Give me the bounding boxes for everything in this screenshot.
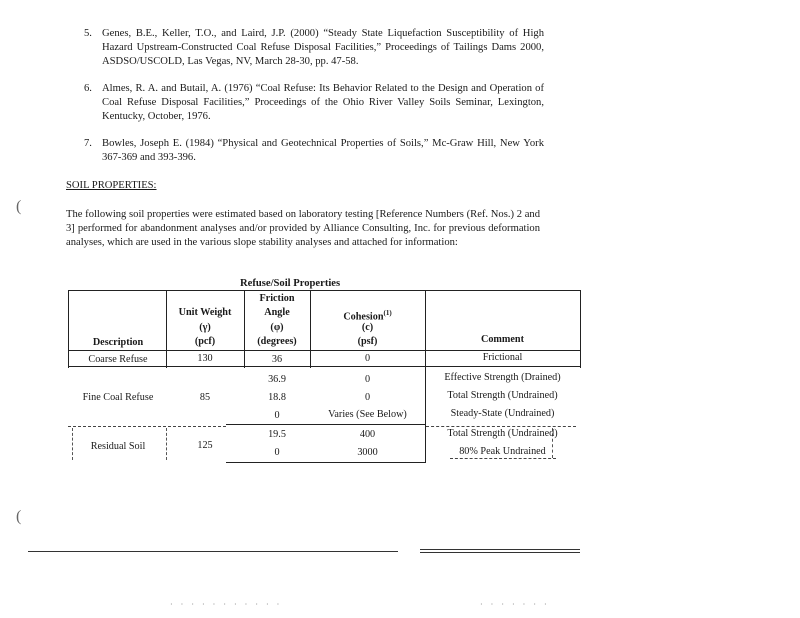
cell-comment: Frictional xyxy=(482,352,523,363)
header-unit-weight-symbol: (γ) xyxy=(199,322,211,333)
table-header-rule xyxy=(68,350,580,351)
header-comment: Comment xyxy=(480,334,524,345)
reference-text: Bowles, Joseph E. (1984) “Physical and Geotechnical Properties of Soils,” Mc-Graw Hill, New York 367-369 and 393-396. xyxy=(102,138,544,163)
cell-description: Coarse Refuse xyxy=(88,354,148,365)
header-cohesion-note: (1) xyxy=(383,309,392,317)
cell-friction: 36 xyxy=(271,354,283,365)
table-column-rule xyxy=(68,290,69,368)
reference-number: 6. xyxy=(84,83,92,94)
cell-comment: Total Strength (Undrained) xyxy=(447,428,558,439)
header-cohesion xyxy=(310,307,425,323)
reference-item xyxy=(84,27,544,69)
cell-friction: 0 xyxy=(274,410,280,421)
table-caption: Refuse/Soil Properties xyxy=(240,278,341,289)
scan-noise: · · · · · · · xyxy=(480,600,550,609)
header-description: Description xyxy=(92,337,144,348)
table-row-rule xyxy=(68,426,226,427)
cell-cohesion: 0 xyxy=(364,353,371,364)
cell-cohesion: 0 xyxy=(364,374,371,385)
punch-hole-mark: ( xyxy=(16,198,22,215)
cell-friction: 0 xyxy=(274,447,280,458)
table-row-rule xyxy=(426,426,576,427)
cell-unit-weight: 85 xyxy=(199,392,211,403)
reference-text: Almes, R. A. and Butail, A. (1976) “Coal Refuse: Its Behavior Related to the Design and Operation of Coal Refuse Disposal Facilities,” Proceedings of the Ohio River Valley Soils Seminar, Lexington, Kentucky, October, 1976. xyxy=(102,83,544,122)
header-cohesion-symbol: (c) xyxy=(361,322,374,333)
table-column-rule xyxy=(580,290,581,368)
header-cohesion-label: Cohesion xyxy=(343,311,384,323)
cell-friction: 19.5 xyxy=(268,429,286,440)
table-row-rule xyxy=(450,458,556,459)
footer-rule xyxy=(28,551,398,552)
cell-description: Fine Coal Refuse xyxy=(82,392,154,403)
reference-item xyxy=(84,82,544,124)
cell-unit-weight: 125 xyxy=(197,440,213,451)
footer-rule xyxy=(420,549,580,550)
table-row-rule xyxy=(68,366,580,367)
header-friction-unit: (degrees) xyxy=(257,336,297,347)
header-friction: Friction xyxy=(259,293,295,304)
cell-comment: Effective Strength (Drained) xyxy=(444,372,561,383)
reference-number: 5. xyxy=(84,28,92,39)
cell-cohesion: 0 xyxy=(364,392,371,403)
punch-hole-mark: ( xyxy=(16,508,22,525)
section-heading: SOIL PROPERTIES: xyxy=(66,180,157,191)
reference-text: Genes, B.E., Keller, T.O., and Laird, J.P. (2000) “Steady State Liquefaction Susceptibility of High Hazard Upstream-Constructed Coal Refuse Disposal Facilities,” Proceedings of Tailings Dams 2000, ASDSO/USCOLD, Las Vegas, NV, March 28-30, pp. 47-58. xyxy=(102,28,544,67)
footer-rule xyxy=(420,552,580,553)
cell-unit-weight: 130 xyxy=(197,353,213,364)
header-cohesion-unit: (psf) xyxy=(357,336,378,347)
table-border-bottom xyxy=(226,462,426,463)
header-unit-weight: Unit Weight xyxy=(178,307,232,318)
cell-comment: Total Strength (Undrained) xyxy=(447,390,558,401)
table-border-top xyxy=(68,290,580,291)
reference-item xyxy=(84,137,544,165)
table-row-rule xyxy=(226,424,426,425)
cell-comment: 80% Peak Undrained xyxy=(459,446,546,457)
header-angle: Angle xyxy=(264,307,290,318)
header-friction-symbol: (φ) xyxy=(270,322,284,333)
cell-friction: 18.8 xyxy=(268,392,286,403)
cell-friction: 36.9 xyxy=(268,374,286,385)
cell-cohesion: 400 xyxy=(359,429,376,440)
intro-paragraph: The following soil properties were estimated based on laboratory testing [Reference Numbers (Ref. Nos.) 2 and 3] performed for abandonment analyses and/or provided by Alliance Consulting, Inc. for previous deformation analyses, which are used in the various slope stability analyses and attached for information: xyxy=(66,209,540,248)
cell-description: Residual Soil xyxy=(90,441,146,452)
cell-comment: Steady-State (Undrained) xyxy=(450,408,555,419)
scan-noise: · · · · · · · · · · · xyxy=(170,600,283,609)
header-unit-weight-unit: (pcf) xyxy=(194,336,216,347)
reference-number: 7. xyxy=(84,138,92,149)
cell-cohesion: 3000 xyxy=(357,447,378,458)
cell-cohesion: Varies (See Below) xyxy=(328,409,407,420)
